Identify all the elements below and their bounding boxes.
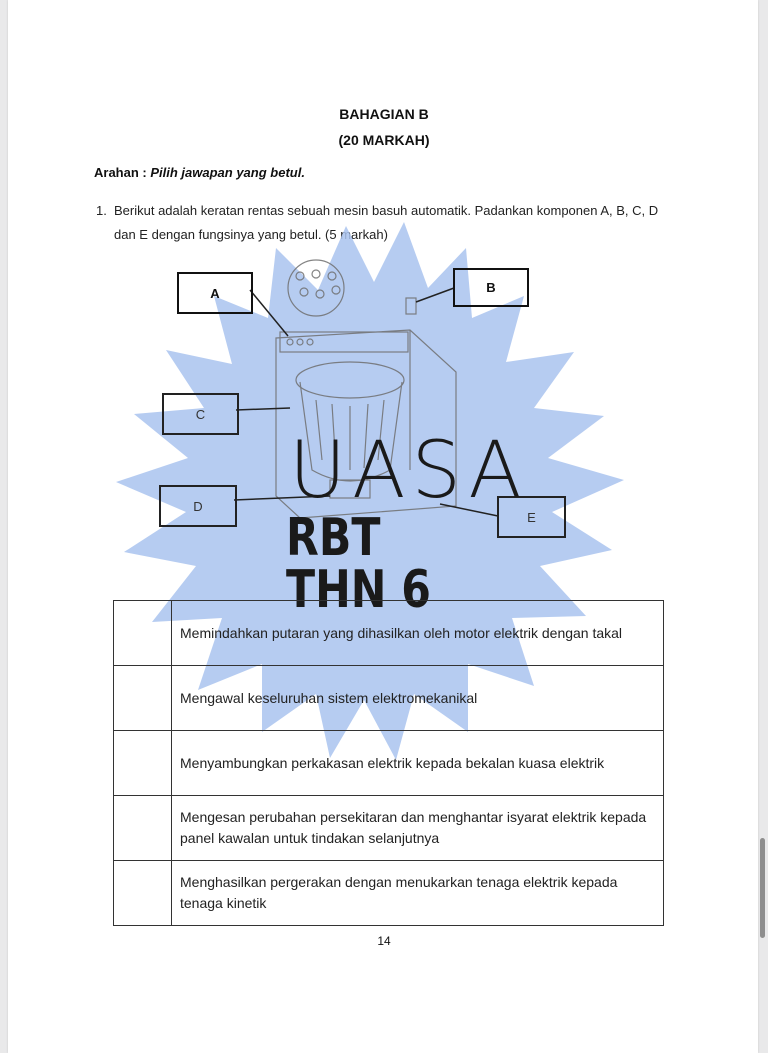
matching-table	[113, 600, 664, 926]
diagram-label-e: E	[497, 496, 566, 538]
instruction-label: Arahan :	[94, 165, 147, 180]
function-cell: Menghasilkan pergerakan dengan menukarkan tenaga elektrik kepada tenaga kinetik	[172, 861, 664, 926]
function-cell: Mengesan perubahan persekitaran dan menghantar isyarat elektrik kepada panel kawalan untuk tindakan selanjutnya	[172, 796, 664, 861]
table-row	[114, 861, 664, 926]
answer-cell[interactable]	[114, 796, 172, 861]
answer-cell[interactable]	[114, 601, 172, 666]
question-text: Berikut adalah keratan rentas sebuah mesin basuh automatik. Padankan komponen A, B, C, D dan E dengan fungsinya yang betul. (5 markah)	[114, 203, 659, 242]
function-cell: Mengawal keseluruhan sistem elektromekanikal	[172, 666, 664, 731]
diagram-label-b: B	[453, 268, 529, 307]
table-row	[114, 796, 664, 861]
instruction	[94, 165, 305, 180]
watermark-line1: UASA	[289, 426, 528, 516]
diagram-label-c: C	[162, 393, 239, 435]
diagram-label-d: D	[159, 485, 237, 527]
scrollbar[interactable]	[760, 838, 765, 938]
instruction-text: Pilih jawapan yang betul.	[150, 165, 305, 180]
answer-cell[interactable]	[114, 861, 172, 926]
table-row	[114, 731, 664, 796]
watermark-line2: RBT THN 6	[286, 508, 431, 620]
question-1	[96, 199, 676, 247]
table-row	[114, 601, 664, 666]
question-number: 1.	[96, 203, 107, 218]
section-title: BAHAGIAN B	[339, 106, 429, 122]
diagram-label-a: A	[177, 272, 253, 314]
function-cell: Memindahkan putaran yang dihasilkan oleh motor elektrik dengan takal	[172, 601, 664, 666]
answer-cell[interactable]	[114, 666, 172, 731]
table-row	[114, 666, 664, 731]
answer-cell[interactable]	[114, 731, 172, 796]
section-marks: (20 MARKAH)	[338, 132, 430, 148]
page-number: 14	[377, 934, 391, 948]
function-cell: Menyambungkan perkakasan elektrik kepada bekalan kuasa elektrik	[172, 731, 664, 796]
